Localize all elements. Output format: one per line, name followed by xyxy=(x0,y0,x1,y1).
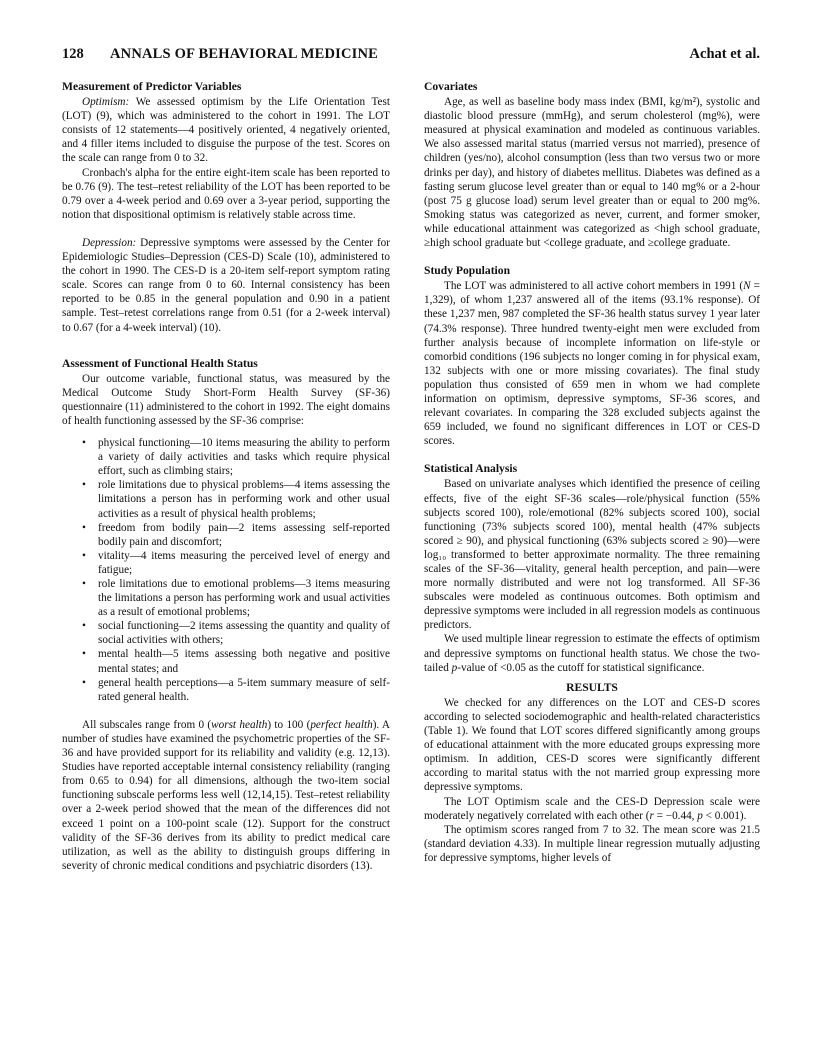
left-column xyxy=(62,80,390,873)
paragraph-correlation: The LOT Optimism scale and the CES-D Depression scale were moderately negatively correlated with each other (r = −0.44, p < 0.001). xyxy=(424,795,760,822)
bullet-icon: • xyxy=(82,521,86,534)
page-number: 128 xyxy=(62,46,84,62)
sf36-domain-list xyxy=(62,436,390,704)
bullet-icon: • xyxy=(82,578,86,590)
paragraph-univariate: Based on univariate analyses which identified the presence of ceiling effects, five of the eight SF-36 scales—role/physical function (55% subjects scored 100), role/emotional (82% subjects scored 100), social functioning (73% subjects scored 100), mental health (47% subjects scored ≥ 90), and physical functioning (63% subjects scored ≥ 90)—were log₁₀ transformed to better approximate normality. The three remaining scales of the SF-36—vitality, general health perception, and pain—were more normally distributed and were not log transformed. All SF-36 subscales were modeled as continuous outcomes. Both optimism and depressive symptoms were included in all regression models as continuous predictors. xyxy=(424,478,760,632)
paragraph-optimism: Optimism: We assessed optimism by the Life Orientation Test (LOT) (9), which was administered to the cohort in 1991. The LOT consists of 12 statements—4 positively oriented, 4 negatively oriented, and 4 filler items included to disguise the purpose of the test. Scores on the scale can range from 0 to 32. xyxy=(62,96,390,165)
list-item: • freedom from bodily pain—2 items assessing self-reported bodily pain and discomfort; xyxy=(82,521,390,548)
paragraph-outcome-variable: Our outcome variable, functional status, was measured by the Medical Outcome Study Short-Form Health Survey (SF-36) questionnaire (11) administered to the cohort in 1992. The eight domains of health functioning assessed by the SF-36 comprise: xyxy=(62,372,390,427)
paragraph-regression: We used multiple linear regression to estimate the effects of optimism and depressive symptoms on functional health status. We chose the two-tailed p-value of <0.05 as the cutoff for statistical significance. xyxy=(424,633,760,674)
list-item: • role limitations due to physical problems—4 items assessing the limitations a person has in performing work and other usual activities as a result of physical health problems; xyxy=(82,479,390,520)
section-heading-statistical-analysis: Statistical Analysis xyxy=(424,462,518,476)
section-heading-predictors: Measurement of Predictor Variables xyxy=(62,80,242,93)
list-item: • general health perceptions—a 5-item summary measure of self-rated general health. xyxy=(82,676,390,703)
paragraph-optimism-scores: The optimism scores ranged from 7 to 32. The mean score was 21.5 (standard deviation 4.33). In multiple linear regression mutually adjusting for depressive symptoms, higher levels of xyxy=(424,823,760,864)
bullet-icon: • xyxy=(82,479,86,492)
list-item: • mental health—5 items assessing both negative and positive mental states; and xyxy=(82,648,390,675)
section-heading-covariates: Covariates xyxy=(424,80,478,93)
paragraph-results-differences: We checked for any differences on the LOT and CES-D scores according to selected sociodemographic and health-related characteristics (Table 1). We found that LOT scores differed significantly among groups of educational attainment with the more educated groups expressing more optimism. In addition, CES-D scores were significantly different according to marital status with the not married group expressing more depressive symptoms. xyxy=(424,696,760,794)
section-heading-functional-health: Assessment of Functional Health Status xyxy=(62,356,258,370)
paragraph-cronbach: Cronbach's alpha for the entire eight-item scale has been reported to be 0.76 (9). The test–retest reliability of the LOT has been reported to be 0.79 over a 4-week period and 0.69 over a 3-year period, supporting the notion that dispositional optimism is relatively stable across time. xyxy=(62,166,390,221)
bullet-icon: • xyxy=(82,549,86,562)
bullet-icon: • xyxy=(82,437,86,450)
section-heading-results: RESULTS xyxy=(566,680,618,694)
paragraph-subscale-range: All subscales range from 0 (worst health) to 100 (perfect health). A number of studies have examined the psychometric properties of the SF-36 and have provided support for its reliability and validity (e.g. 12,13). Studies have reported acceptable internal consistency reliability (ranging from 0.65 to 0.94) for all dimensions, although the two-item social functioning subscale performs less well (12,14,15). Test–retest reliability over a 2-week period showed that the mean of the differences did not exceed 1 point on a 100-point scale (12). Support for the construct validity of the SF-36 derives from its ability to predict medical care utilization, as well as the ability to distinguish groups differing in severity of chronic medical conditions and psychiatric disorders (13). xyxy=(62,718,391,872)
bullet-icon: • xyxy=(82,620,86,633)
journal-title: ANNALS OF BEHAVIORAL MEDICINE xyxy=(110,46,379,62)
running-author: Achat et al. xyxy=(689,46,760,62)
list-item: • role limitations due to emotional problems—3 items measuring the limitations a person has performing work and usual activities as a result of emotional problems; xyxy=(82,578,390,619)
list-item: • social functioning—2 items assessing the quantity and quality of social activities with others; xyxy=(82,620,390,647)
list-item: • physical functioning—10 items measuring the ability to perform a variety of daily activities and tasks which require physical effort, such as climbing stairs; xyxy=(82,437,390,478)
label-depression: Depression: xyxy=(82,236,137,249)
section-heading-study-population: Study Population xyxy=(424,264,511,278)
running-header xyxy=(62,46,760,68)
list-item: • vitality—4 items measuring the perceived level of energy and fatigue; xyxy=(82,549,390,576)
bullet-icon: • xyxy=(82,648,86,661)
paragraph-depression: Depression: Depressive symptoms were assessed by the Center for Epidemiologic Studies–Depression (CES-D) Scale (10), administered to the cohort in 1990. The CES-D is a 20-item self-report symptom rating scale. Scores can range from 0 to 60. Internal consistency has been reported to be 0.85 in the general population and 0.90 in a patient sample. Test–retest correlations range from 0.51 (for a 2-week interval) to 0.67 (for a 4-week interval) (10). xyxy=(62,236,390,334)
bullet-icon: • xyxy=(82,676,86,689)
paragraph-covariates: Age, as well as baseline body mass index (BMI, kg/m²), systolic and diastolic blood pressure (mmHg), and serum cholesterol (mg%), were measured at physical examination and modeled as continuous variables. We also assessed marital status (married versus not married), presence of children (yes/no), alcohol consumption (less than two versus two or more drinks per day), and history of diabetes mellitus. Diabetes was defined as a fasting serum glucose level greater than or equal to 140 mg% or a 2-hour (post 75 g glucose load) serum level greater than or equal to 200 mg%. Smoking status was categorized as never, current, and former smoker, while educational attainment was categorized as <high school graduate, ≥high school graduate but <college graduate, and ≥college graduate. xyxy=(424,96,760,250)
right-column xyxy=(424,80,760,865)
label-optimism: Optimism: xyxy=(82,96,130,109)
paragraph-study-population: The LOT was administered to all active cohort members in 1991 (N = 1,329), of whom 1,237 answered all of the items (93.1% response). Of these 1,237 men, 987 completed the SF-36 health status survey 1 year later (74.3% response). Three hundred twenty-eight men were excluded from further analysis because of incomplete information on life-style or comorbid conditions (196 subjects no longer coming in for physical exam, 132 subjects with one or more missing covariates). The final study population thus consisted of 659 men in whom we had complete information on optimism, depressive symptoms, SF-36 scores, and relevant covariates. In comparing the 328 excluded subjects against the 659 included, we found no significant differences in LOT or CES-D scores. xyxy=(424,280,760,448)
